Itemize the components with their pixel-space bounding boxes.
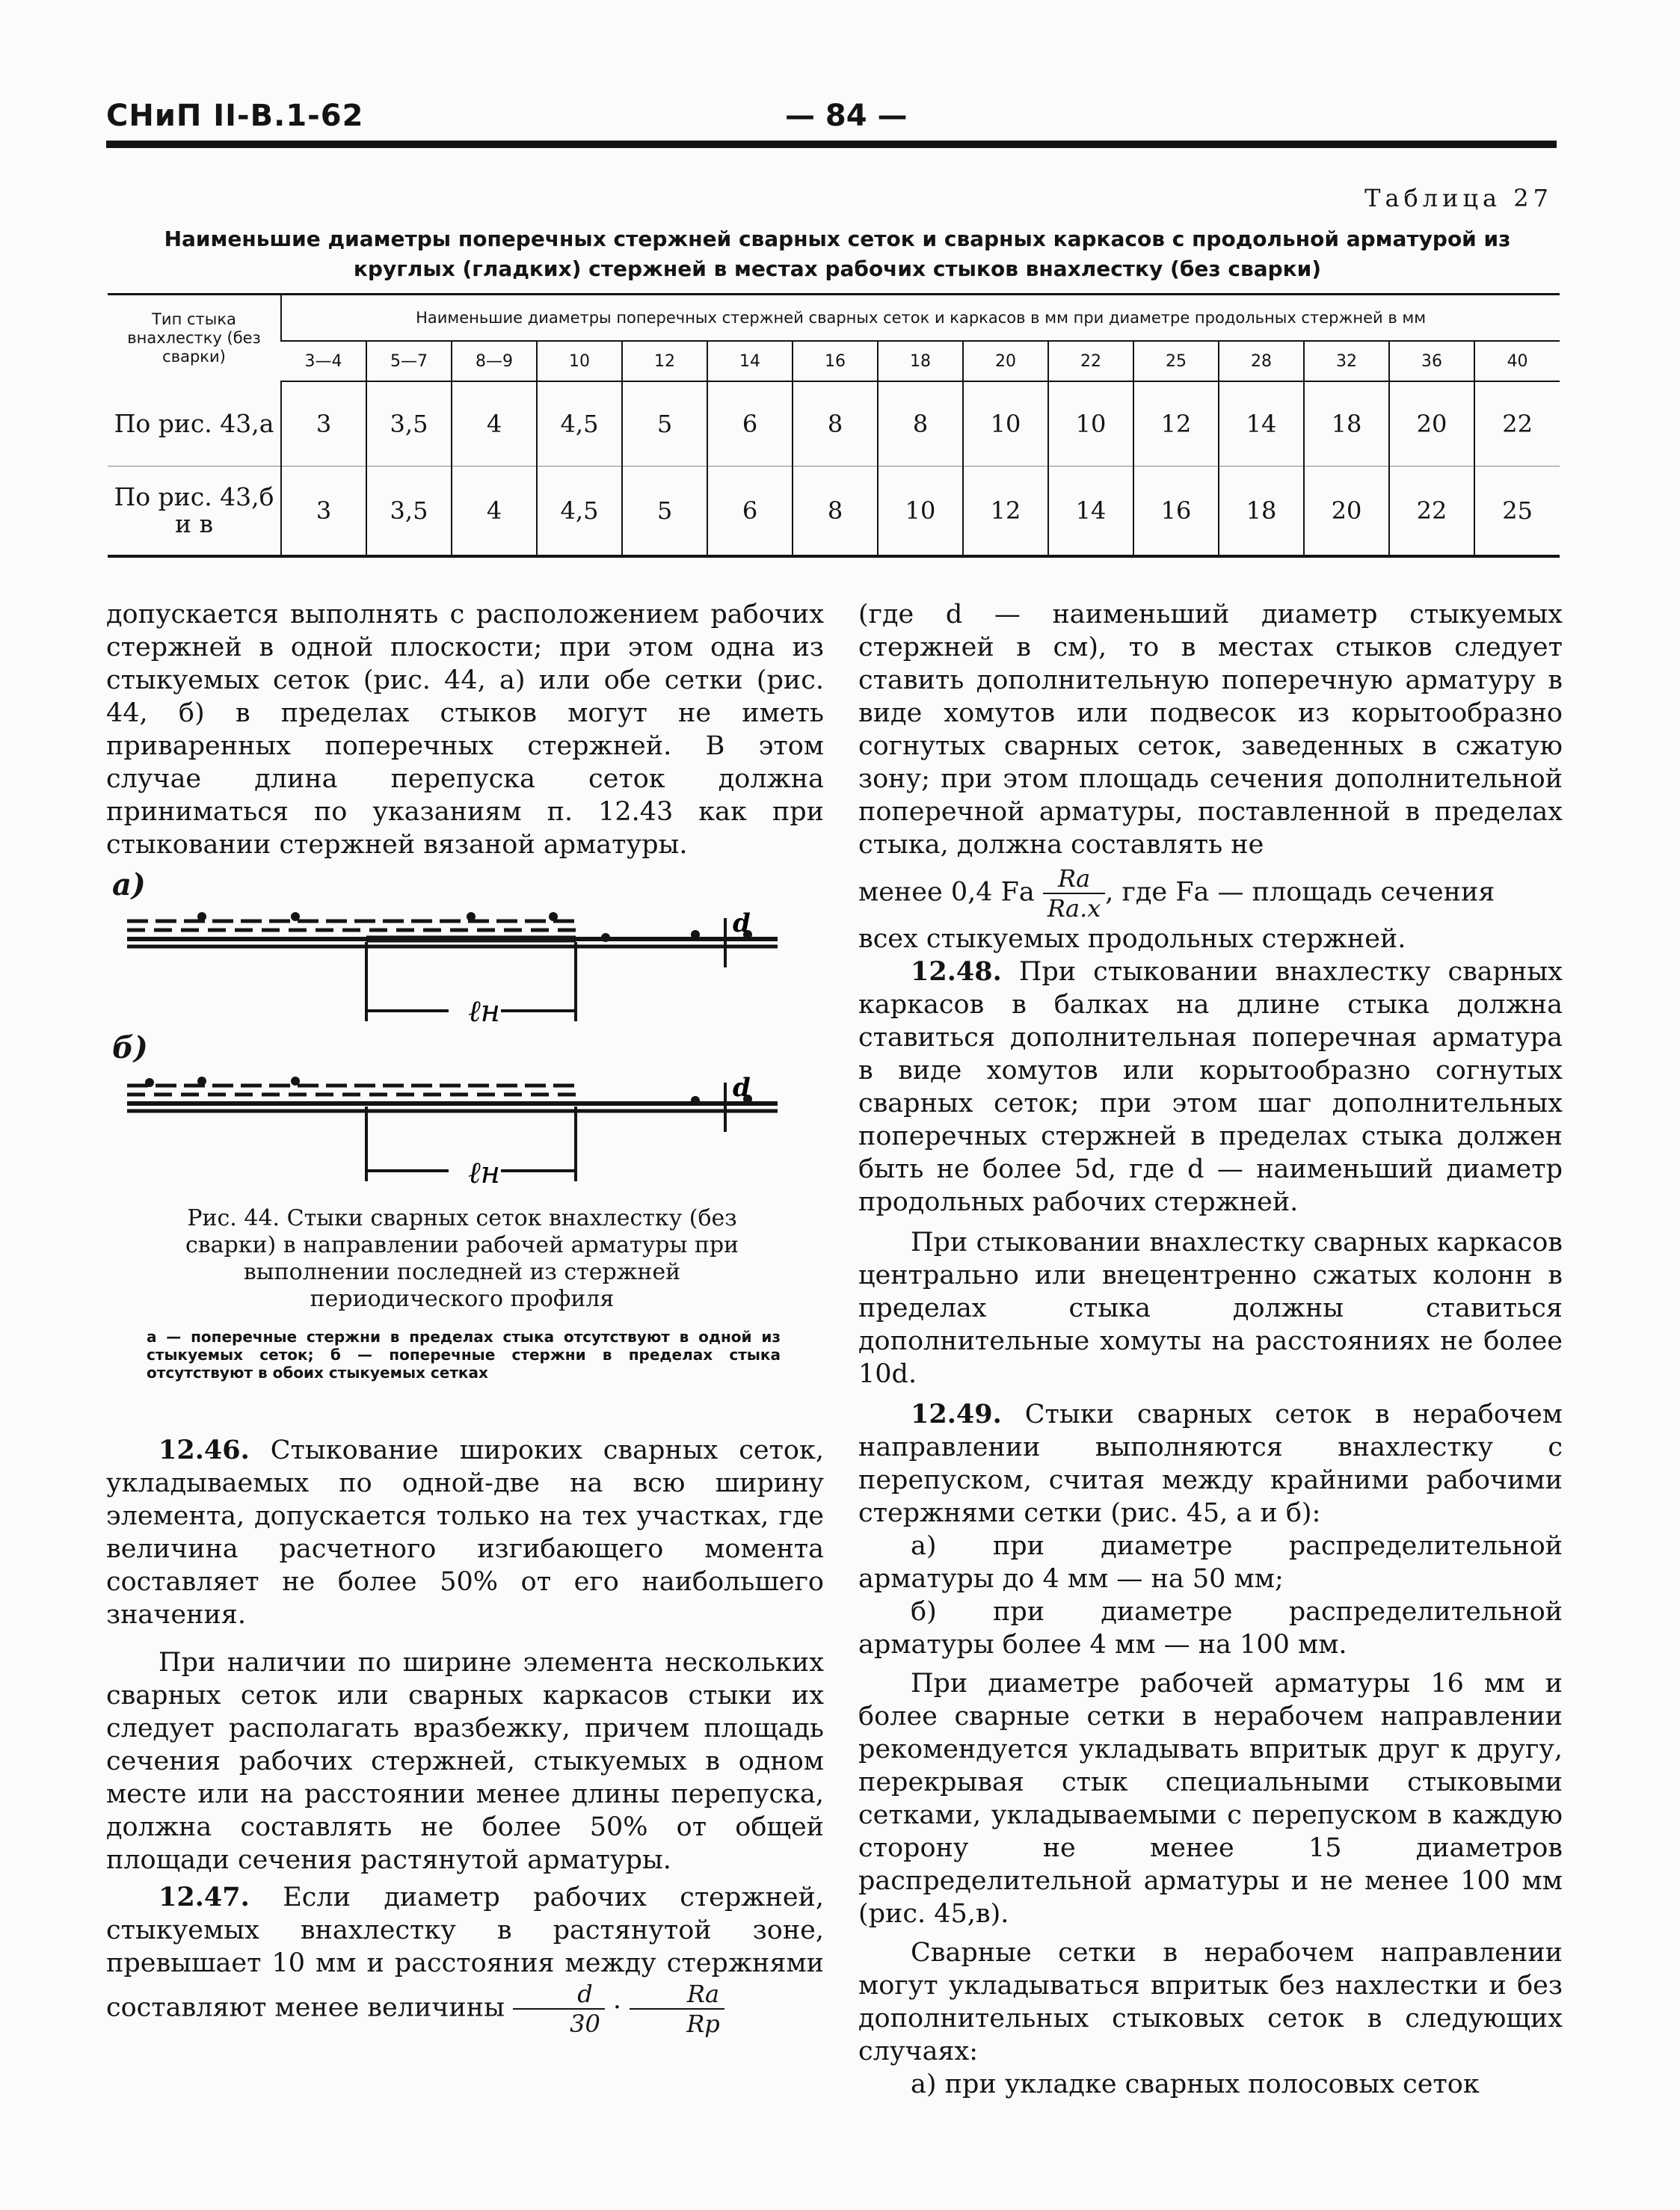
table-cell: 14	[1048, 467, 1133, 557]
table-cell: 4,5	[537, 381, 622, 467]
paragraph-multiple-meshes: При наличии по ширине элемента нескольких сварных сеток или сварных каркасов стыки их следует располагать вразбежку, причем площадь сечения рабочих стержней, стыкуемых в одном месте или на расстоянии менее длины перепуска, должна составлять не более 50% от общей площади сечения растянутой арматуры.	[106, 1648, 824, 1875]
table-cell: 16	[1133, 467, 1219, 557]
table-27	[108, 293, 1560, 558]
document-code: СНиП II-В.1-62	[106, 99, 364, 133]
left-intro	[106, 598, 824, 861]
table-cell: 3	[281, 467, 366, 557]
subheader-cell: 14	[707, 341, 793, 381]
table-cell: 10	[878, 467, 963, 557]
figure-a-dimension	[366, 918, 725, 1021]
column-header-type: Тип стыка внахлестку (без сварки)	[127, 310, 261, 366]
list-item-b: б) при диаметре распределительной арматуры более 4 мм — на 100 мм.	[858, 1597, 1563, 1660]
figure-a-mesh	[127, 921, 778, 947]
table-cell: 12	[1133, 381, 1219, 467]
header-rule	[106, 141, 1557, 148]
clause-number: 12.48.	[911, 956, 1002, 987]
table-cell: 8	[793, 381, 878, 467]
subheader-cell: 40	[1474, 341, 1560, 381]
subheader-cell: 32	[1304, 341, 1389, 381]
table-title-line2: круглых (гладких) стержней в местах рабочих стыков внахлестку (без сварки)	[353, 256, 1322, 281]
paragraph-12-49: 12.49. Стыки сварных сеток в нерабочем направлении выполняются внахлестку с перепуском, считая между крайними рабочими стержнями сетки (рис. 45, а и б):	[858, 1399, 1563, 1528]
paragraph-intro: допускается выполнять с расположением рабочих стержней в одной плоскости; при этом одна из стыкуемых сеток (рис. 44, а) или обе сетки (рис. 44, б) в пределах стыков могут не иметь приваренных поперечных стержней. В этом случае длина перепуска сеток должна приниматься по указаниям п. 12.43 как при стыковании стержней вязаной арматуры.	[106, 600, 824, 860]
clause-number: 12.49.	[911, 1399, 1002, 1429]
subheader-cell: 25	[1133, 341, 1219, 381]
subheader-cell: 10	[537, 341, 622, 381]
row-label: По рис. 43,б и в	[114, 482, 274, 538]
table-cell: 8	[878, 381, 963, 467]
fraction-d-30: $\frac{d}{30}$	[513, 1980, 605, 2038]
subheader-cell: 22	[1048, 341, 1133, 381]
fraction-ra-rax: $\frac{Rа}{Rа.х}$	[1043, 864, 1105, 923]
column-header-main: Наименьшие диаметры поперечных стержней сварных сеток и каркасов в мм при диаметре продольных стержней в мм	[281, 295, 1560, 342]
diameter-label-b: d	[733, 1073, 751, 1103]
table-cell: 25	[1474, 467, 1560, 557]
dimension-label-a: ℓн	[468, 994, 501, 1029]
table-cell: 18	[1219, 467, 1304, 557]
figure-b-dimension	[366, 1083, 725, 1181]
table-cell: 4	[452, 381, 537, 467]
table-cell: 14	[1219, 381, 1304, 467]
paragraph-all-bars: всех стыкуемых продольных стержней.	[858, 924, 1406, 954]
table-title	[120, 224, 1555, 284]
subheader-cell: 5—7	[366, 341, 452, 381]
subheader-cell: 3—4	[281, 341, 366, 381]
figure-44-drawing	[120, 890, 793, 1196]
table-cell: 4	[452, 467, 537, 557]
right-body	[858, 598, 1563, 2101]
table-cell: 3,5	[366, 381, 452, 467]
subheader-cell: 16	[793, 341, 878, 381]
paragraph-12-47: 12.47. Если диаметр рабочих стержней, стыкуемых внахлестку в растянутой зоне, превышает 10 мм и расстояния между стержнями составляют менее величины $\frac{d}{30}$ · $\frac{Rа}{Rр}$	[106, 1882, 824, 2038]
table-row	[108, 467, 1560, 557]
table-row	[108, 381, 1560, 467]
paragraph-16mm: При диаметре рабочей арматуры 16 мм и более сварные сетки в нерабочем направлении рекомендуется укладывать впритык друг к другу, перекрывая стык специальными стыковыми сетками, укладываемыми с перепуском в каждую сторону не менее 15 диаметров распределительной арматуры и не менее 100 мм (рис. 45,в).	[858, 1669, 1563, 1929]
row-label: По рис. 43,а	[108, 381, 281, 467]
table-cell: 3	[281, 381, 366, 467]
paragraph-where-d: (где d — наименьший диаметр стыкуемых стержней в см), то в местах стыков следует ставить дополнительную поперечную арматуру в виде хомутов или подвесок из корытообразно согнутых сварных сеток, заведенных в сжатую зону; при этом площадь сечения дополнительной поперечной арматуры, поставленной в пределах стыка, должна составлять не	[858, 600, 1563, 860]
figure-b-bar-dots	[145, 1077, 752, 1105]
subheader-cell: 28	[1219, 341, 1304, 381]
table-title-line1: Наименьшие диаметры поперечных стержней сварных сеток и сварных каркасов с продольной арматурой из	[164, 227, 1511, 251]
paragraph-cases: Сварные сетки в нерабочем направлении могут укладываться впритык без нахлестки и без дополнительных стыковых сеток в следующих случаях:	[858, 1938, 1563, 2066]
list-item-case-a: а) при укладке сварных полосовых сеток	[911, 2069, 1480, 2099]
clause-number: 12.46.	[159, 1435, 250, 1465]
subheader-cell: 8—9	[452, 341, 537, 381]
clause-number: 12.47.	[159, 1882, 250, 1912]
figure-label-b: б)	[112, 1030, 148, 1065]
table-cell: 6	[707, 381, 793, 467]
subheader-cell: 18	[878, 341, 963, 381]
data-table	[108, 293, 1560, 558]
table-cell: 6	[707, 467, 793, 557]
subheader-cell: 20	[963, 341, 1048, 381]
table-cell: 20	[1304, 467, 1389, 557]
table-cell: 18	[1304, 381, 1389, 467]
left-body	[106, 1434, 824, 2038]
table-cell: 20	[1389, 381, 1474, 467]
table-cell: 10	[963, 381, 1048, 467]
table-cell: 22	[1474, 381, 1560, 467]
subheader-cell: 12	[622, 341, 707, 381]
table-label: Таблица 27	[1364, 184, 1553, 212]
table-cell: 5	[622, 381, 707, 467]
subheader-cell: 36	[1389, 341, 1474, 381]
figure-label-a: а)	[112, 867, 146, 902]
table-cell: 5	[622, 467, 707, 557]
table-cell: 4,5	[537, 467, 622, 557]
paragraph-12-46: 12.46. Стыкование широких сварных сеток, укладываемых по одной-две на всю ширину элемента, допускается только на тех участках, где величина расчетного изгибающего момента составляет не более 50% от его наибольшего значения.	[106, 1435, 824, 1630]
table-cell: 8	[793, 467, 878, 557]
subheader-row	[108, 341, 1560, 381]
list-item-a: а) при диаметре распределительной арматуры до 4 мм — на 50 мм;	[858, 1531, 1563, 1594]
paragraph-min-area: менее 0,4 Fа $\frac{Rа}{Rа.х}$ , где Fа — площадь сечения	[858, 864, 1495, 923]
dimension-label-b: ℓн	[468, 1156, 501, 1190]
figure-caption: Рис. 44. Стыки сварных сеток внахлестку (без сварки) в направлении рабочей арматуры при выполнении последней из стержней периодического профиля	[185, 1205, 739, 1312]
diameter-label-a: d	[733, 908, 751, 938]
figure-b-mesh	[127, 1086, 778, 1111]
fraction-ra-rp: $\frac{Rа}{Rр}$	[630, 1980, 724, 2038]
paragraph-12-48: 12.48. При стыковании внахлестку сварных каркасов в балках на длине стыка должна ставиться дополнительная поперечная арматура в виде хомутов или корытообразно согнутых сварных сеток; при этом шаг дополнительных поперечных стержней в пределах стыка должен быть не более 5d, где d — наименьший диаметр продольных рабочих стержней.	[858, 956, 1563, 1217]
page-number: — 84 —	[785, 99, 908, 133]
table-cell: 22	[1389, 467, 1474, 557]
table-cell: 12	[963, 467, 1048, 557]
figure-legend: а — поперечные стержни в пределах стыка отсутствуют в одной из стыкуемых сеток; б — поперечные стержни в пределах стыка отсутствуют в обоих стыкуемых сетках	[147, 1328, 781, 1382]
paragraph-columns: При стыковании внахлестку сварных каркасов центрально или внецентренно сжатых колонн в пределах стыка должны ставиться дополнительные хомуты на расстояниях не более 10d.	[858, 1228, 1563, 1389]
table-cell: 3,5	[366, 467, 452, 557]
table-cell: 10	[1048, 381, 1133, 467]
